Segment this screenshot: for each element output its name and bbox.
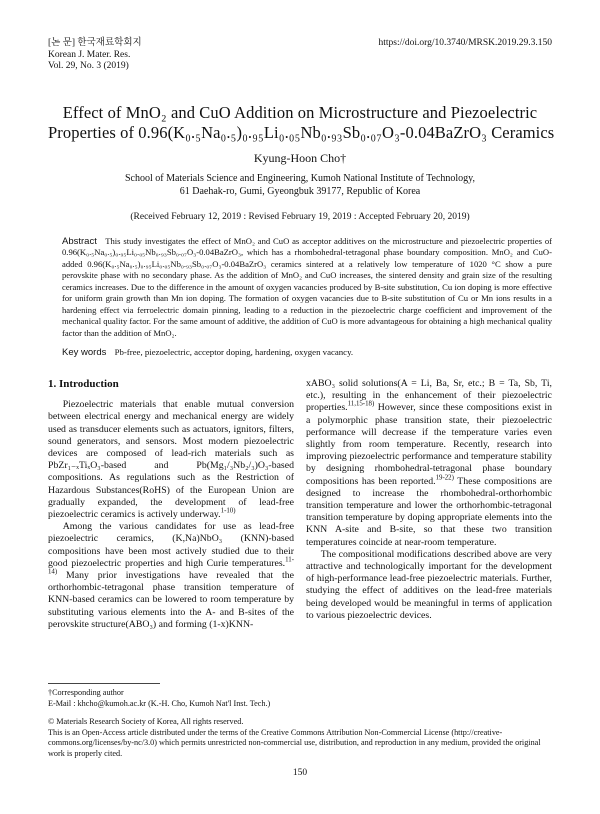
doi-link[interactable]: https://doi.org/10.3740/MRSK.2019.29.3.150 [378, 38, 552, 48]
body-columns [48, 378, 552, 631]
abstract-label: Abstract [62, 235, 97, 247]
paragraph-text: Among the various candidates for use as lead-free piezoelectric ceramics, (K,Na)NbO₃ (KNN)-based compositions have been most actively studied due to their good piezoelectric properties and high Curie temperatures. [48, 521, 294, 569]
abstract [48, 236, 552, 340]
title-line-1: Effect of MnO₂ and CuO Addition on Microstructure and Piezoelectric [62, 102, 538, 122]
citation: 11-14) [48, 556, 294, 576]
author-name: Kyung-Hoon Cho† [253, 150, 347, 165]
affiliation [48, 172, 552, 198]
abstract-text: This study investigates the effect of MnO₂ and CuO as acceptor additives on the microstructure and piezoelectric properties of 0.96(K₀.₅Na₀.₅)₀.₉₅Li₀.₀₅Nb₀.₉₃Sb₀.₀₇O₃-0.04BaZrO₃, which has a rhombohedral-tetragonal phase boundary composition. MnO₂ and CuO-added 0.96(K₀.₅Na₀.₅)₀.₉₅Li₀.₀₅Nb₀.₉₃Sb₀.₀₇O₃-0.04BaZrO₃ ceramics sintered at a relatively low temperature of 1020 °C show a pure perovskite phase with no secondary phase. As the addition of MnO₂ and CuO increases, the sintered density and grain size of the resulting ceramics increases. Due to the difference in the amount of oxygen vacancies produced by B-site substitution, Cu ion doping is more effective for uniform grain growth than Mn ion doping. The formation of oxygen vacancies due to B-site substitution of Cu or Mn ions results in a hardening effect via ferroelectric domain pinning, leading to a reduction in the piezoelectric charge coefficient and improvement of the mechanical quality factor. For the same amount of additive, the addition of CuO is more advantageous for obtaining a high mechanical quality factor than the addition of MnO₂. [62, 235, 552, 338]
paragraph [48, 399, 294, 521]
paragraph [306, 378, 552, 549]
paragraph-text: Piezoelectric materials that enable mutual conversion between electrical energy and mechanical energy are widely used as transducer elements such as actuators, ignitors, filters, sound generators, and sensors. Most modern piezoelectric devices are composed of lead-rich materials such as PbZr₁₋ₓTiₓO₃-based and Pb(Mg₁/₃Nb₂/₃)O₃-based compositions. As regulations such as the Restriction of Hazardous Substances(RoHS) of the European Union are gradually expanded, the development of lead-free piezoelectric ceramics is actively underway. [48, 399, 294, 521]
left-column [48, 378, 294, 631]
keywords [48, 347, 552, 358]
citation: 1-10) [220, 507, 236, 515]
journal-abbreviation: Korean J. Mater. Res. [48, 49, 131, 60]
keywords-label: Key words [62, 347, 107, 358]
paragraph-text: xABO₃ solid solutions(A = Li, Ba, Sr, etc.; B = Ta, Sb, Ti, etc.), resulting in the enhancement of their piezoelectric properties. [306, 378, 552, 414]
footnote-rule [48, 683, 160, 684]
received-dates: (Received February 12, 2019 : Revised February 19, 2019 : Accepted February 20, 2019) [130, 211, 470, 222]
paper-title [48, 102, 555, 143]
citation: 11,15-18) [347, 401, 375, 409]
affiliation-line-2: 61 Daehak-ro, Gumi, Gyeongbuk 39177, Republic of Korea [179, 185, 421, 197]
paragraph [306, 549, 552, 622]
paragraph-text: However, since these compositions exist in a polymorphic phase transition state, their piezoelectric performance will decrease if the temperature varies even slightly from room temperature. Recently, research into improving piezoelectric performance and temperature stability by designing rhombohedral-tetragonal phase boundary compositions has been reported. [306, 402, 552, 487]
title-line-2: Properties of 0.96(K₀.₅Na₀.₅)₀.₉₅Li₀.₀₅Nb₀.₉₃Sb₀.₀₇O₃-0.04BaZrO₃ Ceramics [48, 122, 555, 142]
section-heading-introduction: 1. Introduction [48, 378, 119, 390]
right-column [306, 378, 552, 631]
paragraph-text: Many prior investigations have revealed that the orthorhombic-tetragonal phase transition temperature of KNN-based ceramics can be lowered to room temperature by substituting various elements into the A- and B-sites of the perovskite structure(ABO₃) and forming (1-x)KNN- [48, 570, 294, 630]
masthead [48, 38, 552, 73]
volume-info: Vol. 29, No. 3 (2019) [48, 61, 129, 71]
license-notice: This is an Open-Access article distributed under the terms of the Creative Commons Attribution Non-Commercial License (http://creative-commons.org/licenses/by-nc/3.0) which permits unrestricted non-commercial use, distribution, and reproduction in any medium, provided the original work is properly cited. [48, 727, 541, 758]
journal-korean-name: [논 문] 한국재료학회지 [48, 38, 142, 48]
corresponding-author-note: †Corresponding author [48, 688, 124, 697]
author-email: E-Mail : khcho@kumoh.ac.kr (K.-H. Cho, Kumoh Nat'l Inst. Tech.) [48, 698, 271, 708]
paragraph [48, 521, 294, 631]
affiliation-line-1: School of Materials Science and Engineering, Kumoh National Institute of Technology, [124, 172, 476, 184]
paragraph-text: The compositional modifications described above are very attractive and technologically important for the development of high-performance lead-free piezoelectric materials. Further, studying the effect of additives on the lead-free materials being developed would be meaningful in terms of application to various piezoelectric devices. [306, 548, 552, 621]
page-number: 150 [292, 768, 308, 778]
paragraph-text: These compositions are designed to increase the rhombohedral-orthorhombic transition temperature and lower the orthorhombic-tetragonal transition temperature by doping appropriate elements into the KNN A-site and B-site, so that these two transition temperatures coincide at near-room temperature. [306, 475, 552, 548]
citation: 19-22) [435, 474, 454, 482]
journal-info [48, 38, 142, 73]
keywords-text: Pb-free, piezoelectric, acceptor doping, hardening, oxygen vacancy. [114, 347, 354, 357]
copyright-notice: © Materials Research Society of Korea, All rights reserved. [48, 717, 244, 726]
footnotes [48, 683, 552, 759]
